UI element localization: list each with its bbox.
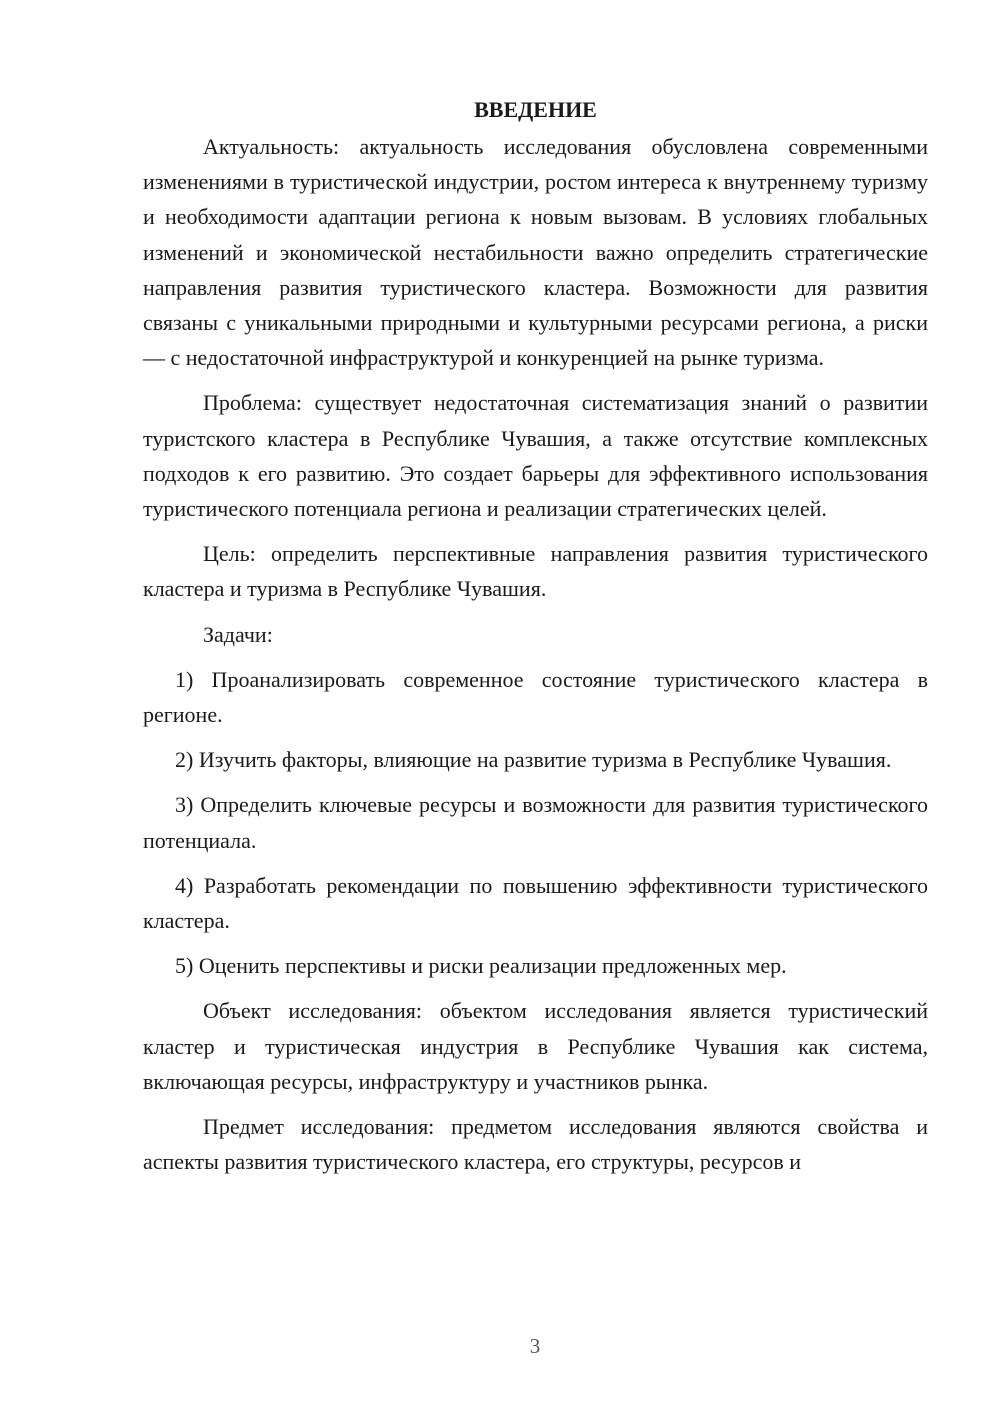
task-item-4: 4) Разработать рекомендации по повышению эффективности туристического кластера. xyxy=(143,872,928,934)
tasks-heading: Задачи: xyxy=(203,621,273,647)
goal-paragraph: Цель: определить перспективные направления развития туристического кластера и туризма в Республике Чувашия. xyxy=(143,541,928,602)
problem-paragraph: Проблема: существует недостаточная систематизация знаний о развитии туристского кластера в Республике Чувашия, а также отсутствие комплексных подходов к его развитию. Это создает барьеры для эффективного использования туристического потенциала региона и реализации стратегических целей. xyxy=(143,390,928,522)
task-item-5: 5) Оценить перспективы и риски реализации предложенных мер. xyxy=(175,953,787,979)
page-number: 3 xyxy=(529,1334,541,1358)
subject-paragraph: Предмет исследования: предметом исследования являются свойства и аспекты развития туристического кластера, его структуры, ресурсов и xyxy=(143,1114,928,1175)
task-item-2: 2) Изучить факторы, влияющие на развитие туризма в Республике Чувашия. xyxy=(175,747,892,773)
document-page xyxy=(143,92,928,1179)
relevance-paragraph: Актуальность: актуальность исследования обусловлена современными изменениями в туристической индустрии, ростом интереса к внутреннему туризму и необходимости адаптации региона к новым вызовам. В условиях глобальных изменений и экономической нестабильности важно определить стратегические направления развития туристического кластера. Возможности для развития связаны с уникальными природными и культурными ресурсами региона, а риски — с недостаточной инфраструктурой и конкуренцией на рынке туризма. xyxy=(143,134,928,371)
object-paragraph: Объект исследования: объектом исследования является туристический кластер и туристическая индустрия в Республике Чувашия как система, включающая ресурсы, инфраструктуру и участников рынка. xyxy=(143,998,928,1094)
page-title: ВВЕДЕНИЕ xyxy=(474,97,597,122)
task-item-3: 3) Определить ключевые ресурсы и возможности для развития туристического потенциала. xyxy=(143,792,928,853)
task-item-1: 1) Проанализировать современное состояние туристического кластера в регионе. xyxy=(143,666,928,728)
